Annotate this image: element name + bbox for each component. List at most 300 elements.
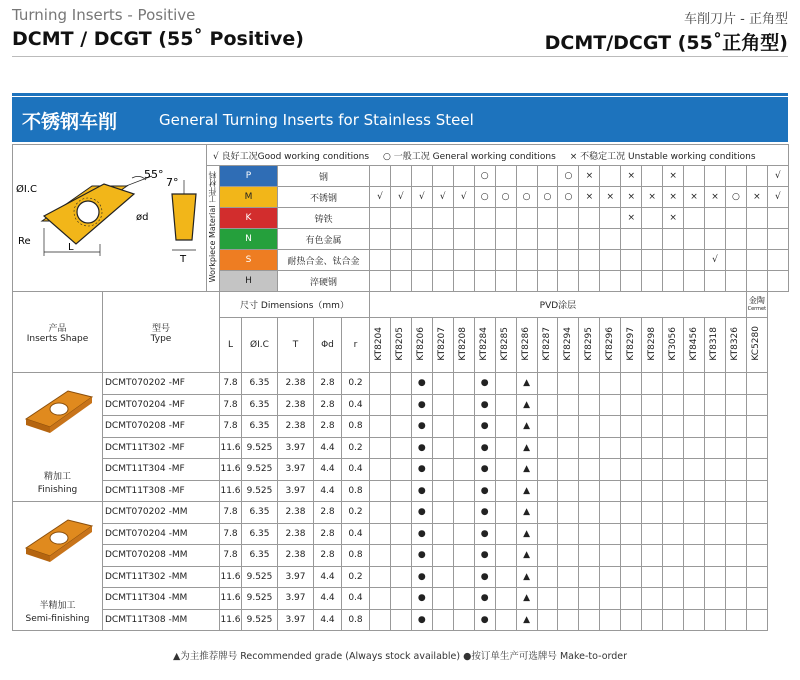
grade-availability-mark [370,566,391,588]
grade-availability-mark [663,523,684,545]
table-row [13,545,789,567]
condition-mark [474,208,495,229]
condition-mark: √ [453,187,474,208]
grade-availability-mark: ● [474,373,495,395]
grade-availability-mark [390,437,411,459]
grade-label: KT8297 [625,326,636,361]
condition-mark [725,229,746,250]
condition-mark [516,166,537,187]
condition-mark [474,271,495,292]
grade-availability-mark [642,609,663,631]
grade-availability-mark: ● [474,437,495,459]
condition-mark [579,250,600,271]
grade-availability-mark [537,480,558,502]
grade-availability-mark [600,394,621,416]
grade-availability-mark [370,416,391,438]
condition-mark: × [579,187,600,208]
dim-IC: 9.525 [242,588,278,610]
condition-mark [537,166,558,187]
group-label-cn: 精加工 [43,472,71,482]
grade-availability-mark [537,545,558,567]
grade-availability-mark [579,416,600,438]
dim-d: 4.4 [314,609,342,631]
dim-IC: 6.35 [242,394,278,416]
condition-mark [558,271,579,292]
condition-mark: × [642,187,663,208]
grade-availability-mark [684,588,705,610]
grade-availability-mark [432,588,453,610]
condition-mark [537,229,558,250]
condition-mark [705,271,726,292]
grade-availability-mark: ● [474,502,495,524]
grade-availability-mark [453,502,474,524]
grade-header [558,318,579,373]
grade-availability-mark [621,566,642,588]
condition-mark [370,250,391,271]
dim-T: 2.38 [278,394,314,416]
insert-type: DCMT11T308 -MF [103,480,220,502]
grade-availability-mark [558,480,579,502]
condition-mark: ○ [558,166,579,187]
condition-mark [370,229,391,250]
condition-mark [767,229,788,250]
grade-availability-mark [705,523,726,545]
grade-availability-mark [663,373,684,395]
grade-header [370,318,391,373]
grade-availability-mark [705,437,726,459]
dim-col-header: L [220,318,242,373]
condition-mark [453,229,474,250]
legend-unstable: × 不稳定工况 Unstable working conditions [569,151,756,162]
cermet-en: Cermet [747,305,767,312]
grade-availability-mark: ▲ [516,480,537,502]
grade-availability-mark [432,609,453,631]
workpiece-en: Workpiece Material [208,205,217,283]
condition-mark: × [600,187,621,208]
dim-r: 0.2 [342,566,370,588]
workpiece-cn: 工件材料 [208,171,217,204]
grade-availability-mark [390,373,411,395]
grade-availability-mark [390,416,411,438]
grade-availability-mark [558,416,579,438]
grade-availability-mark [453,523,474,545]
grade-availability-mark [684,545,705,567]
grade-availability-mark [453,480,474,502]
material-name: 不锈钢 [278,187,370,208]
grade-availability-mark: ▲ [516,373,537,395]
grade-availability-mark [663,416,684,438]
grade-availability-mark [746,566,767,588]
condition-mark [411,250,432,271]
dim-r: 0.4 [342,588,370,610]
grade-availability-mark [370,545,391,567]
material-code-cell [220,229,278,250]
table-row [13,394,789,416]
grade-availability-mark: ▲ [516,588,537,610]
condition-mark [600,229,621,250]
dim-L: 11.6 [220,459,242,481]
angle-7-label: 7° [166,176,179,189]
legend-general: ○ 一般工况 General working conditions [383,151,556,162]
grade-availability-mark: ▲ [516,609,537,631]
condition-mark: ○ [474,166,495,187]
grade-availability-mark [600,545,621,567]
material-name: 有色金属 [278,229,370,250]
shape-header [13,292,103,373]
dim-IC: 6.35 [242,545,278,567]
grade-availability-mark [453,588,474,610]
dim-r: 0.8 [342,545,370,567]
grade-availability-mark [432,545,453,567]
grade-availability-mark [684,609,705,631]
grade-availability-mark [432,566,453,588]
grade-availability-mark: ● [474,566,495,588]
dim-d: 2.8 [314,545,342,567]
insert-type: DCMT070208 -MM [103,545,220,567]
grade-availability-mark [579,459,600,481]
grade-availability-mark [495,416,516,438]
grade-availability-mark [600,459,621,481]
grade-availability-mark [663,502,684,524]
dim-d: 4.4 [314,480,342,502]
grade-header [621,318,642,373]
grade-availability-mark [558,373,579,395]
dim-T: 3.97 [278,459,314,481]
condition-mark [705,208,726,229]
grade-availability-mark: ▲ [516,566,537,588]
grade-availability-mark [558,502,579,524]
dim-L: 7.8 [220,545,242,567]
grade-availability-mark [684,523,705,545]
dim-d: 4.4 [314,459,342,481]
grade-availability-mark [495,373,516,395]
condition-mark: × [579,166,600,187]
insert-photo-icon [18,510,98,570]
condition-mark [390,229,411,250]
grade-availability-mark [600,588,621,610]
grade-availability-mark [495,480,516,502]
dim-r: 0.2 [342,502,370,524]
condition-mark [370,271,391,292]
condition-mark [663,229,684,250]
dim-L: 7.8 [220,394,242,416]
condition-mark: × [663,187,684,208]
grade-availability-mark [579,502,600,524]
grade-availability-mark: ● [474,523,495,545]
grade-availability-mark [432,459,453,481]
grade-availability-mark [705,459,726,481]
grade-availability-mark [432,523,453,545]
dim-IC: 9.525 [242,437,278,459]
shape-header-cn: 产品 [48,323,67,334]
grade-availability-mark [725,459,746,481]
grade-availability-mark [725,588,746,610]
grade-availability-mark [621,545,642,567]
grade-availability-mark [370,502,391,524]
condition-mark [495,271,516,292]
grade-availability-mark [495,609,516,631]
condition-mark [558,208,579,229]
grade-label: KT8207 [437,326,448,361]
dim-T: 2.38 [278,545,314,567]
dim-r: 0.4 [342,523,370,545]
grade-header [663,318,684,373]
grade-availability-mark: ● [411,523,432,545]
condition-mark [453,166,474,187]
condition-mark: √ [432,187,453,208]
section-banner [12,97,788,142]
grade-availability-mark [579,480,600,502]
grade-availability-mark [684,373,705,395]
grade-availability-mark: ▲ [516,416,537,438]
condition-mark [642,166,663,187]
condition-mark [432,271,453,292]
grade-label: KT8205 [395,326,406,361]
grade-availability-mark [495,566,516,588]
insert-type: DCMT070202 -MM [103,502,220,524]
material-code-badge: N [220,229,277,249]
insert-type: DCMT11T304 -MM [103,588,220,610]
dim-L: 7.8 [220,373,242,395]
dim-T: 3.97 [278,609,314,631]
grade-header [432,318,453,373]
dim-d: 2.8 [314,373,342,395]
condition-mark [516,271,537,292]
grade-availability-mark [495,437,516,459]
condition-mark [474,250,495,271]
grade-label: KT8286 [521,326,532,361]
dim-T: 2.38 [278,373,314,395]
condition-mark [600,208,621,229]
grade-availability-mark [579,566,600,588]
condition-mark [663,271,684,292]
condition-mark [537,250,558,271]
table-row [13,373,789,395]
condition-mark: × [746,187,767,208]
grade-availability-mark [621,588,642,610]
grade-availability-mark [453,566,474,588]
pvd-header: PVD涂层 [370,292,747,318]
grade-availability-mark: ● [474,394,495,416]
banner-title-en: General Turning Inserts for Stainless Steel [159,111,474,129]
grade-availability-mark: ● [411,394,432,416]
grade-availability-mark [453,437,474,459]
insert-hole [77,201,99,223]
grade-availability-mark [453,545,474,567]
grade-label: KT3056 [667,326,678,361]
grade-label: KT8287 [541,326,552,361]
condition-mark [516,250,537,271]
grade-availability-mark [600,480,621,502]
condition-mark [705,166,726,187]
grade-availability-mark [621,373,642,395]
legend-footer: ▲为主推荐牌号 Recommended grade (Always stock available) ●按订单生产可选牌号 Make-to-order [172,651,628,662]
grade-availability-mark: ● [474,459,495,481]
insert-type: DCMT070204 -MF [103,394,220,416]
grade-availability-mark [390,459,411,481]
condition-mark [663,250,684,271]
grade-availability-mark [725,523,746,545]
grade-availability-mark [558,566,579,588]
grade-header [453,318,474,373]
dim-d: 2.8 [314,523,342,545]
condition-mark: × [663,166,684,187]
grade-availability-mark: ● [411,566,432,588]
dim-IC: 9.525 [242,459,278,481]
table-header-row [13,292,789,318]
shape-header-en: Inserts Shape [26,333,89,344]
grade-availability-mark [746,609,767,631]
condition-mark [725,166,746,187]
grade-availability-mark [725,545,746,567]
material-code-cell [220,208,278,229]
grade-header [579,318,600,373]
grade-availability-mark: ● [411,459,432,481]
grade-availability-mark [390,480,411,502]
grade-availability-mark [370,588,391,610]
grade-availability-mark [746,523,767,545]
grade-availability-mark [537,502,558,524]
dim-d: 2.8 [314,416,342,438]
grade-availability-mark [746,394,767,416]
grade-availability-mark [684,459,705,481]
header-divider [12,56,788,57]
condition-mark [453,271,474,292]
condition-mark [516,229,537,250]
grade-availability-mark [642,588,663,610]
d-label: ød [136,212,149,223]
header-right-subtitle: 车削刀片 - 正角型 [684,12,788,27]
grade-availability-mark [725,416,746,438]
dim-r: 0.8 [342,609,370,631]
grade-availability-mark [621,609,642,631]
condition-mark [495,250,516,271]
grade-label: KT8318 [709,326,720,361]
grade-availability-mark [453,394,474,416]
grade-availability-mark [684,480,705,502]
grade-availability-mark [390,588,411,610]
grade-availability-mark [370,609,391,631]
grade-label: KT8298 [646,326,657,361]
dim-L: 11.6 [220,566,242,588]
grade-availability-mark: ● [474,609,495,631]
grade-availability-mark: ● [411,588,432,610]
grade-availability-mark [705,480,726,502]
grade-availability-mark [537,437,558,459]
condition-mark [684,250,705,271]
condition-mark [746,250,767,271]
table-row [13,480,789,502]
condition-mark [579,208,600,229]
condition-mark [642,208,663,229]
grade-availability-mark [725,609,746,631]
grade-label: KT8294 [562,326,573,361]
grade-availability-mark: ● [474,416,495,438]
dim-d: 2.8 [314,502,342,524]
grade-availability-mark [370,480,391,502]
condition-mark [746,229,767,250]
condition-mark [579,271,600,292]
dim-T: 3.97 [278,588,314,610]
condition-mark [432,229,453,250]
grade-availability-mark [432,480,453,502]
dim-IC: 9.525 [242,609,278,631]
condition-mark [746,271,767,292]
condition-mark [558,250,579,271]
table-row [13,523,789,545]
condition-mark [390,271,411,292]
grade-availability-mark [621,523,642,545]
grade-availability-mark [746,373,767,395]
grade-availability-mark [705,566,726,588]
grade-header [725,318,746,373]
table-row [13,609,789,631]
grade-header [390,318,411,373]
condition-mark: × [621,208,642,229]
condition-mark [621,229,642,250]
grade-label: KT8295 [583,326,594,361]
dim-d: 4.4 [314,588,342,610]
grade-header [411,318,432,373]
grade-availability-mark [537,373,558,395]
grade-availability-mark [642,437,663,459]
grade-availability-mark [621,502,642,524]
grade-availability-mark: ● [411,502,432,524]
dim-T: 3.97 [278,566,314,588]
grade-availability-mark: ● [411,373,432,395]
condition-mark [495,208,516,229]
header-left-title: DCMT / DCGT (55˚ Positive) [12,28,304,50]
grade-header [516,318,537,373]
condition-mark: ○ [725,187,746,208]
material-code-badge: H [220,271,277,291]
condition-mark [411,208,432,229]
grade-availability-mark [621,394,642,416]
grade-label: KC5280 [751,326,762,361]
condition-mark [411,271,432,292]
material-code-badge: S [220,250,277,270]
dim-IC: 6.35 [242,373,278,395]
grade-availability-mark [537,394,558,416]
dim-T: 2.38 [278,502,314,524]
condition-mark [684,166,705,187]
grade-availability-mark [621,437,642,459]
condition-mark [767,250,788,271]
grade-availability-mark: ● [411,480,432,502]
grade-availability-mark [558,545,579,567]
condition-mark: √ [767,166,788,187]
grade-availability-mark [432,437,453,459]
grade-availability-mark [705,588,726,610]
grade-availability-mark [579,609,600,631]
grade-availability-mark: ● [474,588,495,610]
grade-availability-mark [621,459,642,481]
grade-availability-mark [663,437,684,459]
grade-availability-mark: ● [474,480,495,502]
grade-availability-mark [725,480,746,502]
condition-mark: √ [705,250,726,271]
grade-availability-mark [600,609,621,631]
grade-availability-mark [705,502,726,524]
condition-mark [432,208,453,229]
angle-55-label: 55° [144,168,164,181]
grade-availability-mark: ▲ [516,459,537,481]
condition-mark: × [621,187,642,208]
grade-availability-mark [684,502,705,524]
dim-T: 2.38 [278,416,314,438]
grade-availability-mark [663,588,684,610]
condition-mark [558,229,579,250]
